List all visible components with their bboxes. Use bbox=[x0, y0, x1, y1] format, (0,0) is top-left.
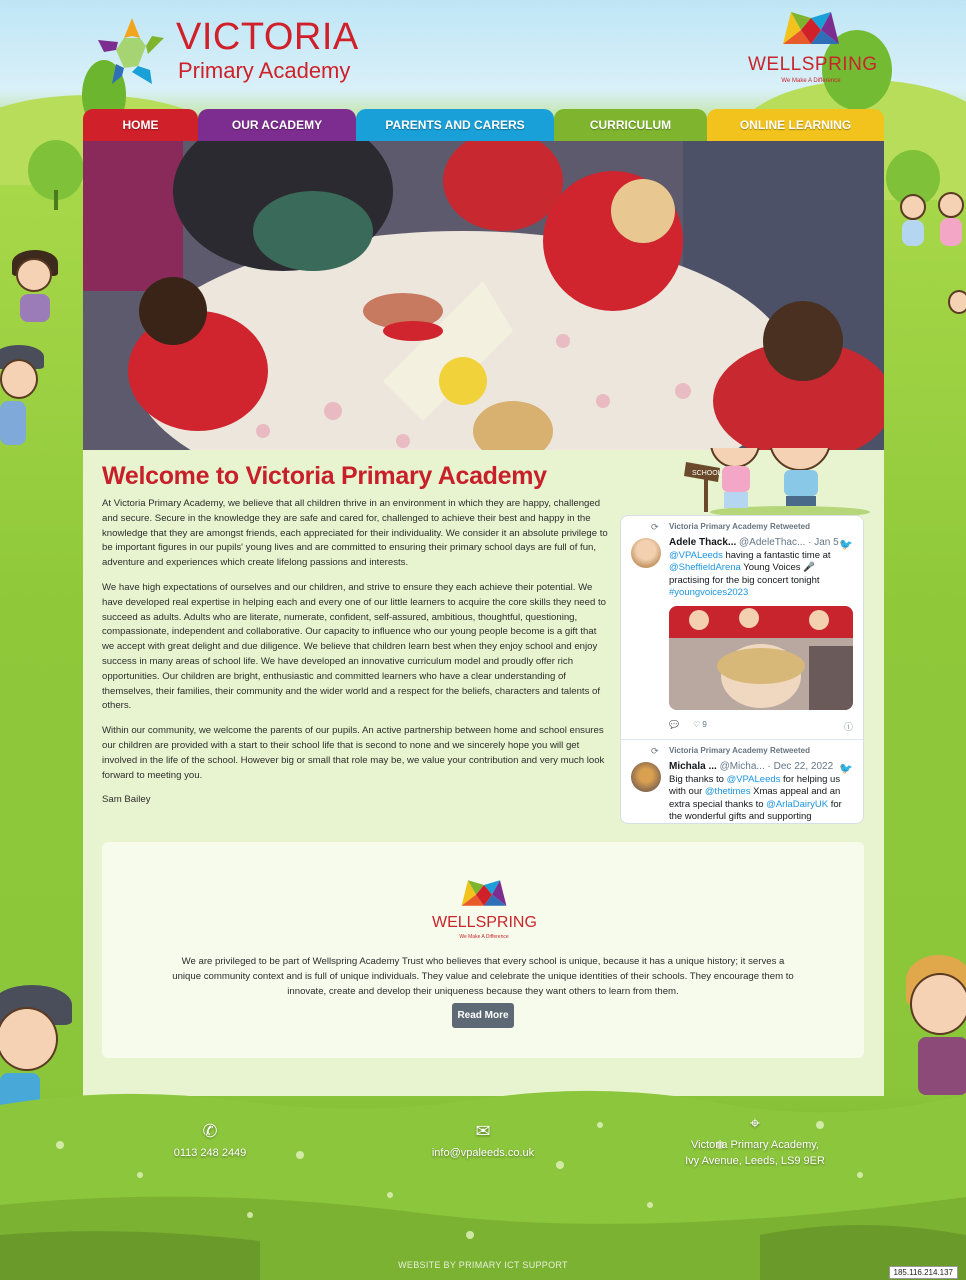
tweet-text: @VPALeeds having a fantastic time at @SheffieldArena Young Voices 🎤 practising for the big concert tonight #youngvoices2023 bbox=[669, 550, 831, 599]
hero-photo-illustration bbox=[83, 141, 884, 450]
retweet-icon: ⟳ bbox=[651, 746, 659, 756]
nav-parents-and-carers[interactable]: PARENTS AND CARERS bbox=[356, 109, 554, 141]
school-logo[interactable] bbox=[94, 12, 359, 92]
tweet-text: Big thanks to @VPALeeds for helping us with our @thetimes Xmas appeal and an extra special thanks to @ArlaDairyUK for the wonderful gifts and supporting bbox=[669, 774, 842, 823]
tweet-mention-link[interactable]: @thetimes bbox=[704, 786, 751, 798]
school-logo-mark-icon bbox=[94, 14, 170, 90]
tweet-author-name[interactable]: Michala ... bbox=[669, 761, 717, 772]
trust-logo-tagline: We Make A Difference bbox=[781, 78, 841, 84]
like-button[interactable] bbox=[693, 720, 707, 729]
tweet-author-name[interactable]: Adele Thack... bbox=[669, 537, 737, 548]
tweet-mention-link[interactable]: @SheffieldArena bbox=[669, 562, 741, 574]
nav-our-academy[interactable]: OUR ACADEMY bbox=[198, 109, 356, 141]
footer-phone-number[interactable]: 0113 248 2449 bbox=[173, 1147, 247, 1159]
info-icon[interactable]: ⓘ bbox=[843, 722, 853, 732]
school-sign-label: SCHOOL bbox=[692, 470, 722, 477]
retweet-icon: ⟳ bbox=[651, 522, 659, 532]
tweet[interactable] bbox=[621, 740, 863, 824]
tweet-media-image bbox=[669, 606, 853, 710]
tweet-author[interactable] bbox=[631, 537, 853, 548]
school-logo-title: VICTORIA bbox=[176, 16, 359, 58]
ip-address-label: 185.116.214.137 bbox=[889, 1266, 958, 1279]
tweet-date[interactable]: · Jan 5 bbox=[808, 537, 839, 548]
reply-icon[interactable]: 💬 bbox=[669, 720, 679, 730]
cartoon-child-left bbox=[10, 250, 60, 330]
trust-box-name: WELLSPRING bbox=[432, 914, 537, 931]
tweet-mention-link[interactable]: @VPALeeds bbox=[726, 774, 781, 785]
twitter-feed[interactable] bbox=[620, 515, 864, 824]
location-pin-icon: ⌖ bbox=[749, 1113, 761, 1133]
envelope-icon: ✉ bbox=[475, 1121, 491, 1141]
twitter-bird-icon[interactable]: 🐦 bbox=[839, 539, 853, 551]
hero-photo bbox=[83, 141, 884, 450]
website-credit-link[interactable]: WEBSITE BY PRIMARY ICT SUPPORT bbox=[398, 1260, 568, 1270]
read-more-button[interactable]: Read More bbox=[452, 1003, 514, 1028]
tweet-mention-link[interactable]: @VPALeeds bbox=[669, 550, 723, 561]
footer bbox=[0, 1085, 966, 1280]
nav-curriculum[interactable]: CURRICULUM bbox=[554, 109, 707, 141]
trust-logo[interactable] bbox=[748, 10, 878, 90]
retweet-label: Victoria Primary Academy Retweeted bbox=[669, 746, 810, 755]
tree-trunk bbox=[54, 190, 58, 210]
footer-phone[interactable] bbox=[160, 1121, 260, 1161]
cartoon-child-left bbox=[0, 345, 46, 455]
welcome-paragraph: We have high expectations of ourselves and our children, and strive to ensure they each achieve their potential. We have developed real expertise in helping each and every one of our little learners to acquire the core skills they need to succeed as adults. Adults who are literate, numerate, confident, self-assured, ambitious, thoughtful, questioning, compassionate, independent and collaborative. Our capacity to influence who our young people become is a gift that we accept with great delight and due diligence. We believe that children learn best when they enjoy school and enjoy success in many areas of school life. We have developed an innovative curriculum model and proudly offer rich opportunities. Our children are bright, enthusiastic and committed learners who have a clear understanding of themselves, their families, their community and the wider world and a respect for the beliefs, characters and talents of others. bbox=[102, 581, 606, 712]
trust-info-box bbox=[102, 842, 864, 1058]
welcome-text bbox=[102, 497, 608, 818]
tweet-author-handle[interactable]: @Micha... bbox=[719, 761, 765, 772]
cartoon-child-right bbox=[894, 190, 966, 260]
welcome-signature: Sam Bailey bbox=[102, 794, 151, 806]
footer-address bbox=[670, 1113, 840, 1169]
wellspring-mark-icon bbox=[781, 10, 841, 46]
nav-online-learning[interactable]: ONLINE LEARNING bbox=[707, 109, 884, 141]
tweet-author[interactable] bbox=[631, 761, 853, 772]
tweet[interactable] bbox=[621, 516, 863, 740]
footer-address-line: Victoria Primary Academy, bbox=[691, 1139, 819, 1151]
welcome-paragraph: At Victoria Primary Academy, we believe that all children thrive in an environment in which they are happy, challenged and secure. Secure in the knowledge they are safe and cared for, challenged to achieve their best and happy in the knowledge that they are amongst friends, each appreciated for their individuality. We consider it an absolute privilege to be important figures in our pupils' young lives and are committed to ensuring their primary school days are full of fun, adventure and experiences which create lifelong passions and interests. bbox=[102, 498, 608, 569]
trust-box-logo[interactable] bbox=[432, 878, 536, 940]
school-logo-subtitle: Primary Academy bbox=[178, 58, 351, 83]
tweet-date[interactable]: · Dec 22, 2022 bbox=[767, 761, 834, 772]
heart-icon: ♡ bbox=[692, 720, 701, 730]
school-sign-illustration bbox=[680, 448, 870, 518]
trust-logo-name: WELLSPRING bbox=[748, 54, 878, 75]
tweet-hashtag-link[interactable]: #youngvoices2023 bbox=[669, 587, 749, 599]
phone-icon: ✆ bbox=[202, 1121, 218, 1141]
footer-email[interactable] bbox=[420, 1121, 546, 1161]
tweet-author-handle[interactable]: @AdeleThac... bbox=[739, 537, 806, 548]
tweet-media[interactable] bbox=[669, 606, 853, 710]
tweet-mention-link[interactable]: @ArlaDairyUK bbox=[766, 798, 829, 810]
wellspring-mark-icon bbox=[460, 878, 508, 908]
trust-description: We are privileged to be part of Wellspring Academy Trust who believes that every school is unique, because it has a unique history; it serves a unique community context and is full of unique individuals. They value and celebrate the unique identities of their schools. They encourage them to innovate, create and develop their uniqueness because they want others to learn from them. bbox=[172, 956, 794, 997]
trust-box-tagline: We Make A Difference bbox=[459, 934, 509, 940]
footer-address-line: Ivy Avenue, Leeds, LS9 9ER bbox=[685, 1155, 825, 1167]
avatar[interactable] bbox=[631, 762, 661, 792]
nav-home[interactable]: HOME bbox=[83, 109, 198, 141]
footer-email-address[interactable]: info@vpaleeds.co.uk bbox=[431, 1147, 535, 1159]
cartoon-child-right bbox=[948, 290, 966, 330]
twitter-bird-icon[interactable]: 🐦 bbox=[839, 763, 853, 775]
avatar[interactable] bbox=[631, 538, 661, 568]
main-navigation bbox=[83, 109, 884, 141]
welcome-title: Welcome to Victoria Primary Academy bbox=[102, 462, 547, 490]
retweet-label: Victoria Primary Academy Retweeted bbox=[669, 522, 810, 531]
like-count: 9 bbox=[702, 720, 707, 730]
tweet-actions bbox=[631, 718, 853, 732]
welcome-paragraph: Within our community, we welcome the parents of our pupils. An active partnership between home and school ensures our children are provided with a start to their school life that is second to none and we sincerely hope you will get involved in the life of the school. However big or small that role may be, we value your contribution and very much look forward to meeting you. bbox=[102, 725, 605, 781]
